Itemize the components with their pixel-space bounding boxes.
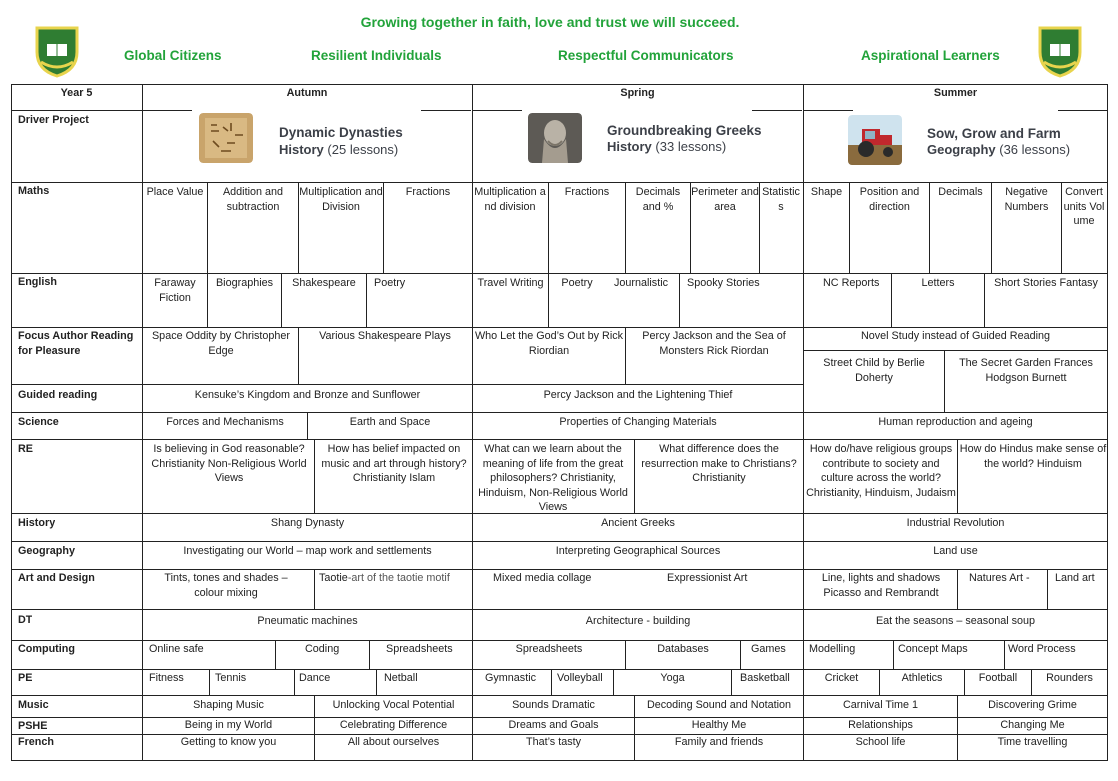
french-cell: Time travelling (997, 736, 1068, 748)
english-cell: Spooky Stories (687, 277, 760, 289)
guided-reading-cell: Kensuke’s Kingdom and Bronze and Sunflower (194, 389, 421, 401)
art-cell: Tints, tones and shades – colour mixing (164, 572, 288, 599)
computing-cell: Word Process (1008, 643, 1076, 655)
pe-cell: Dance (299, 672, 331, 684)
guided-reading-cell: Percy Jackson and the Lightening Thief (543, 389, 733, 401)
art-cell: Land art (1055, 572, 1095, 584)
pshe-cell: Being in my World (184, 719, 273, 731)
english-cell: Travel Writing (477, 277, 544, 289)
row-label-pe: PE (18, 672, 33, 684)
music-cell: Sounds Dramatic (512, 699, 595, 711)
value-respectful-communicators: Respectful Communicators (558, 48, 734, 63)
geography-cell: Investigating our World – map work and settlements (183, 545, 432, 557)
maths-cell: Perimeter and area (691, 186, 759, 213)
science-cell: Earth and Space (349, 416, 431, 428)
focus-author-cell: Space Oddity by Christopher Edge (151, 330, 291, 357)
focus-author-cell: Various Shakespeare Plays (319, 330, 451, 342)
re-cell: What can we learn about the meaning of life from the great philosophers? Christianity, Hinduism, Non-Religious World Views (478, 443, 628, 513)
science-cell: Properties of Changing Materials (559, 416, 717, 428)
value-resilient-individuals: Resilient Individuals (311, 48, 442, 63)
computing-cell: Spreadsheets (386, 643, 453, 655)
re-cell: How do Hindus make sense of the world? Hinduism (959, 443, 1107, 470)
project-subject-autumn: History (279, 142, 324, 157)
school-motto: Growing together in faith, love and trust we will succeed. (360, 14, 740, 30)
computing-cell: Databases (657, 643, 709, 655)
project-title-summer: Sow, Grow and Farm (927, 126, 1061, 141)
history-cell: Shang Dynasty (270, 517, 345, 529)
art-cell: Mixed media collage (493, 572, 592, 584)
music-cell: Decoding Sound and Notation (646, 699, 792, 711)
row-label-art: Art and Design (18, 572, 95, 584)
english-cell: Poetry (561, 277, 593, 289)
art-cell-part: Taotie (319, 572, 348, 584)
science-cell: Human reproduction and ageing (878, 416, 1033, 428)
maths-cell: Fractions (564, 186, 610, 198)
pshe-cell: Healthy Me (691, 719, 747, 731)
oracle-bone-image-icon (199, 113, 253, 163)
row-label-dt: DT (18, 614, 33, 626)
project-lessons-spring: (33 lessons) (655, 139, 727, 154)
school-crest-left-icon (33, 22, 81, 78)
french-cell: School life (855, 736, 906, 748)
dt-cell: Eat the seasons – seasonal soup (875, 615, 1036, 627)
computing-cell: Spreadsheets (515, 643, 583, 655)
pe-cell: Volleyball (557, 672, 603, 684)
row-label-guided-reading: Guided reading (18, 389, 98, 401)
computing-cell: Online safe (149, 643, 204, 655)
focus-author-cell: Novel Study instead of Guided Reading (860, 330, 1051, 342)
row-label-pshe: PSHE (18, 720, 48, 732)
art-cell: Natures Art - (969, 572, 1030, 584)
row-label-history: History (18, 517, 56, 529)
pe-cell: Cricket (824, 672, 859, 684)
maths-cell: Multiplication and Division (299, 186, 383, 213)
french-cell: All about ourselves (347, 736, 440, 748)
row-label-computing: Computing (18, 643, 75, 655)
french-cell: Getting to know you (180, 736, 277, 748)
maths-cell: Multiplication and division (474, 186, 546, 213)
corner-label: Year 5 (60, 87, 93, 99)
music-cell: Carnival Time 1 (842, 699, 918, 711)
art-cell (319, 571, 471, 586)
french-cell: That’s tasty (525, 736, 581, 748)
re-cell: Is believing in God reasonable? Christianity Non-Religious World Views (151, 443, 307, 484)
project-lessons-summer: (36 lessons) (999, 142, 1071, 157)
art-cell-part: -art of the taotie motif (347, 572, 450, 584)
project-subtitle-spring (607, 139, 726, 155)
maths-cell: Decimals and % (635, 186, 681, 213)
history-cell: Ancient Greeks (601, 517, 675, 529)
geography-cell: Interpreting Geographical Sources (555, 545, 721, 557)
pe-cell: Yoga (660, 672, 685, 684)
english-cell: Journalistic (614, 277, 669, 289)
pe-cell: Basketball (740, 672, 790, 684)
history-cell: Industrial Revolution (906, 517, 1005, 529)
maths-cell: Shape (810, 186, 843, 198)
pshe-cell: Changing Me (1000, 719, 1065, 731)
project-title-spring: Groundbreaking Greeks (607, 123, 762, 138)
row-label-re: RE (18, 443, 33, 455)
value-aspirational-learners: Aspirational Learners (861, 48, 1000, 63)
art-cell: Line, lights and shadows Picasso and Rembrandt (821, 572, 941, 599)
english-cell: Short Stories Fantasy (994, 277, 1098, 289)
science-cell: Forces and Mechanisms (166, 416, 284, 428)
french-cell: Family and friends (674, 736, 764, 748)
project-subtitle-autumn (279, 142, 398, 158)
school-crest-right-icon (1036, 22, 1084, 78)
music-cell: Unlocking Vocal Potential (332, 699, 455, 711)
maths-cell: Convert units Volume (1063, 186, 1105, 227)
pe-cell: Netball (384, 672, 418, 684)
maths-cell: Fractions (405, 186, 451, 198)
row-label-french: French (18, 736, 54, 748)
pe-cell: Athletics (901, 672, 943, 684)
project-subject-spring: History (607, 139, 652, 154)
dt-cell: Pneumatic machines (257, 615, 358, 627)
english-cell: Biographies (215, 277, 274, 289)
english-cell: NC Reports (823, 277, 880, 289)
music-cell: Discovering Grime (988, 699, 1077, 711)
row-label-focus-author: Focus Author Reading for Pleasure (18, 330, 134, 357)
re-cell: How has belief impacted on music and art through history? Christianity Islam (321, 443, 467, 484)
row-label-science: Science (18, 416, 59, 428)
pe-cell: Football (978, 672, 1018, 684)
computing-cell: Games (751, 643, 786, 655)
pshe-cell: Dreams and Goals (508, 719, 599, 731)
project-title-autumn: Dynamic Dynasties (279, 125, 403, 140)
pe-cell: Gymnastic (485, 672, 536, 684)
focus-author-cell: The Secret Garden Frances Hodgson Burnett (959, 357, 1093, 384)
pe-cell: Fitness (149, 672, 184, 684)
project-lessons-autumn: (25 lessons) (327, 142, 399, 157)
row-label-music: Music (18, 699, 49, 711)
art-cell: Expressionist Art (667, 572, 748, 584)
term-summer: Summer (933, 87, 978, 99)
focus-author-cell: Street Child by Berlie Doherty (823, 357, 925, 384)
maths-cell: Statistics (762, 186, 800, 213)
re-cell: How do/have religious groups contribute to society and culture across the world? Christianity, Hinduism, Judaism (806, 443, 956, 499)
maths-cell: Decimals (938, 186, 983, 198)
maths-cell: Position and direction (859, 186, 920, 213)
maths-cell: Negative Numbers (1004, 186, 1049, 213)
english-cell: Poetry (374, 277, 406, 289)
music-cell: Shaping Music (193, 699, 264, 711)
english-cell: Letters (921, 277, 955, 289)
row-label-maths: Maths (18, 185, 50, 197)
computing-cell: Coding (305, 643, 340, 655)
re-cell: What difference does the resurrection make to Christians? Christianity (641, 443, 797, 484)
computing-cell: Modelling (809, 643, 856, 655)
computing-cell: Concept Maps (898, 643, 968, 655)
row-label-english: English (18, 276, 57, 288)
project-subtitle-summer (927, 142, 1070, 158)
maths-cell: Place Value (146, 186, 204, 198)
english-cell: Shakespeare (292, 277, 356, 289)
term-autumn: Autumn (286, 87, 328, 99)
pshe-cell: Relationships (848, 719, 913, 731)
geography-cell: Land use (933, 545, 978, 557)
english-cell: Faraway Fiction (154, 277, 196, 304)
tractor-image-icon (848, 115, 902, 165)
focus-author-cell: Who Let the God’s Out by Rick Riordian (474, 330, 624, 357)
focus-author-cell: Percy Jackson and the Sea of Monsters Rick Riordan (642, 330, 786, 357)
maths-cell: Addition and subtraction (222, 186, 284, 213)
pshe-cell: Celebrating Difference (339, 719, 448, 731)
project-subject-summer: Geography (927, 142, 996, 157)
value-global-citizens: Global Citizens (124, 48, 222, 63)
row-label-geography: Geography (18, 545, 75, 557)
row-label-driver: Driver Project (18, 114, 89, 126)
dt-cell: Architecture - building (585, 615, 691, 627)
curriculum-table (11, 84, 1108, 761)
pe-cell: Tennis (215, 672, 247, 684)
pe-cell: Rounders (1046, 672, 1093, 684)
term-spring: Spring (620, 87, 655, 99)
greek-statue-image-icon (528, 113, 582, 163)
